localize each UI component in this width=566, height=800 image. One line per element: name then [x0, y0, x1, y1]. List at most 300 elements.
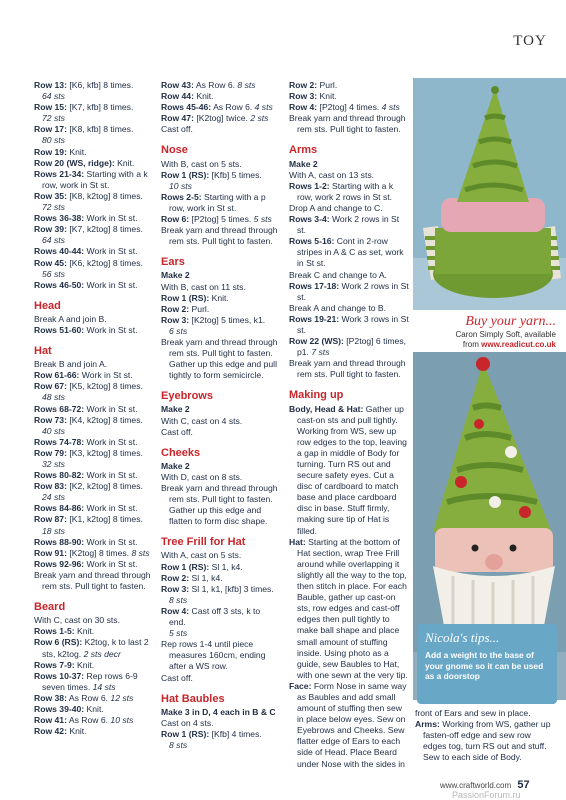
row-label: Row 19: [34, 146, 67, 157]
row-text: Sl 1, k1, [kfb] 3 times. [189, 583, 274, 594]
column-2 [161, 80, 279, 751]
row-text: [K6, kfb] 8 times. [66, 80, 134, 90]
buy-yarn-box [420, 312, 566, 352]
row-label: Row 61-66: [34, 370, 80, 381]
para-text: Form Nose in same way as Baubles and add small amount of stuffing then sew in place below eyes. Sew on Eyebrows and Cheeks. Sew flatter edge of Ears to each side of Head. Place Beard under Nose with the sides in [297, 680, 407, 769]
col2-ears-lines [161, 270, 279, 381]
row-label: Row 17: [34, 124, 67, 135]
stitch-count: 6 sts [169, 325, 188, 336]
row-label: Rows 74-78: [34, 436, 85, 447]
row-text: Cast off. [161, 672, 193, 683]
row-text: Work in St st. [84, 558, 138, 569]
stitch-count: 48 sts [42, 392, 65, 403]
instruction-line [161, 461, 279, 472]
para-label: Hat: [289, 536, 306, 547]
row-text: Break yarn and thread through rem sts. Pull tight to fasten. Gather up this edge and pull tightly to form semicircle. [161, 336, 278, 381]
row-text: [K2, k2tog] 8 times. [66, 481, 143, 492]
row-text: Cast off. [161, 124, 193, 135]
instruction-line [34, 191, 152, 202]
stitch-count: 18 sts [42, 525, 65, 536]
heading-hat: Hat [34, 345, 52, 358]
instruction-line [34, 693, 152, 704]
row-text: Sl 1, k4. [189, 572, 223, 583]
row-label: Row 35: [34, 190, 67, 201]
instruction-line [34, 704, 152, 715]
row-label: Rows 80-82: [34, 470, 85, 481]
para-text: Gather up cast-on sts and pull tightly. Working from WS, sew up row edges to the top, leaving a gap in middle of Body for turning. Turn RS out and secure safety eyes. Cut a disc of cardboard to match base and place cardboard disc in base. Stuff firmly, making sure tip of Hat is filled. [297, 403, 407, 536]
row-text: [Kfb] 5 times. [209, 169, 262, 180]
row-label: Row 1 (RS): [161, 728, 210, 739]
row-label: Row 15: [34, 102, 67, 113]
instruction-line [161, 159, 279, 170]
instruction-line [34, 147, 152, 158]
para-text: Starting at the bottom of Hat section, wrap Tree Frill around while overlapping it slightly all the way to the top, then stitch in place. For each Bauble, gather up cast-on sts, row edges and cast-off edges then pull tightly to make ball shape and place small amount of stuffing inside. Using photo as a guide, sew Baubles to Hat, with one sewn at the very tip. [297, 536, 408, 680]
row-text: [P2tog] 5 times. [189, 214, 254, 225]
instruction-line [161, 707, 279, 718]
instruction-line [161, 427, 279, 438]
row-text: As Row 6. [66, 692, 111, 703]
row-text: Drop A and change to C. [289, 202, 383, 213]
instruction-line [34, 503, 152, 514]
row-text: [K2tog] twice. [193, 113, 251, 124]
row-label: Rows 88-90: [34, 536, 85, 547]
row-label: Make 2 [289, 158, 318, 169]
row-text: [K7, kfb] 8 times. [66, 102, 134, 113]
row-text: Break yarn and thread through rem sts. Pull tight to fasten. [289, 113, 406, 135]
instruction-line [161, 304, 279, 315]
instruction-line [34, 102, 152, 113]
gnome-illustration-top [413, 78, 566, 310]
stitch-count: 32 sts [42, 459, 65, 469]
instruction-line [34, 481, 152, 492]
row-label: Rows 21-34: [34, 168, 85, 179]
instruction-line [161, 639, 279, 672]
instruction-line [289, 80, 409, 91]
heading-hat-baubles: Hat Baubles [161, 692, 225, 705]
instruction-line [161, 102, 279, 113]
row-label: Row 2: [161, 572, 190, 583]
making-up-paragraph [289, 537, 409, 681]
instruction-line [289, 181, 409, 203]
row-text: [K3, k2tog] 8 times. [66, 447, 143, 458]
stitch-count: 8 sts [169, 739, 188, 750]
heading-making-up: Making up [289, 389, 344, 402]
row-text: Knit. [193, 91, 214, 102]
row-text: [K4, k2tog] 8 times. [66, 414, 143, 425]
row-label: Row 6 (RS): [34, 637, 83, 648]
row-text: Knit. [66, 146, 87, 157]
buy-yarn-line1: Caron Simply Soft, available [455, 330, 556, 339]
instruction-line [34, 370, 152, 381]
page-number: 57 [517, 779, 530, 791]
instruction-line [161, 718, 279, 729]
row-label: Row 3: [161, 314, 190, 325]
instruction-line [161, 673, 279, 684]
row-label: Rows 39-40: [34, 703, 85, 714]
stitch-count: 4 sts [254, 102, 273, 113]
instruction-line [34, 124, 152, 135]
para-text: Working from WS, gather up fasten-off edge and sew row edges tog, turn RS out and stuff. Sew to each side of Body. [423, 719, 551, 763]
row-text: Purl. [189, 303, 210, 314]
col2-cheeks-lines [161, 461, 279, 528]
row-text: Work in St st. [84, 436, 138, 447]
making-up-paragraph [289, 404, 409, 537]
row-text: Work in St st. [84, 536, 138, 547]
column-1 [34, 80, 152, 737]
instruction-line [161, 550, 279, 561]
row-text: Work in St st. [84, 403, 138, 414]
instruction-line [161, 91, 279, 102]
row-text: [K2tog] 5 times, k1. [189, 314, 266, 325]
instruction-line [161, 337, 279, 381]
row-text: Break yarn and thread through rem sts. Pull tight to fasten. Gather up this edge and flatten to form disc shape. [161, 483, 278, 527]
row-text: Cont in 2-row stripes in A & C as set, work in St st. [297, 236, 404, 269]
instruction-line [289, 214, 409, 236]
stitch-count: 2 sts decr [83, 648, 121, 659]
instruction-line [161, 472, 279, 483]
stitch-count: 12 sts [110, 692, 134, 703]
row-text: Work 2 rows in St st. [297, 214, 400, 236]
para-label: Face: [289, 680, 312, 691]
instruction-line [34, 448, 152, 459]
row-text: Work 3 rows in St st. [297, 313, 409, 335]
instruction-line [161, 80, 279, 91]
row-label: Row 41: [34, 715, 67, 726]
row-text: Work in St st. [84, 246, 138, 257]
stitch-count: 8 sts [169, 594, 188, 605]
instruction-line [161, 170, 279, 181]
instruction-line [34, 660, 152, 671]
row-text: Break A and change to B. [289, 302, 386, 313]
row-text: Rep rows 6-9 seven times. [42, 670, 138, 692]
instruction-line [161, 225, 279, 247]
tips-title: Nicola's tips... [425, 630, 500, 645]
instruction-line [289, 314, 409, 336]
instruction-line [34, 415, 152, 426]
row-label: Rows 46-50: [34, 279, 85, 290]
instruction-line [34, 715, 152, 726]
heading-head: Head [34, 299, 61, 312]
watermark: PassionForum.ru [452, 790, 521, 800]
row-label: Row 4: [289, 102, 318, 113]
col2-nose-lines [161, 159, 279, 248]
row-label: Rows 40-44: [34, 246, 85, 257]
instruction-line [161, 562, 279, 573]
instruction-line [289, 281, 409, 303]
col1-head-lines [34, 314, 152, 336]
row-text: [K2tog] 8 times. [66, 547, 132, 558]
stitch-count: 72 sts [42, 113, 65, 124]
row-text: Break C and change to A. [289, 269, 387, 280]
instruction-line [34, 314, 152, 325]
tips-text: Add a weight to the base of your gnome so it can be used as a doorstop [425, 650, 544, 681]
row-text: Break yarn and thread through rem sts. Pull tight to fasten. [161, 225, 278, 247]
row-label: Row 2: [289, 80, 318, 90]
row-label: Rows 3-4: [289, 214, 330, 225]
col1-beard-lines [34, 615, 152, 737]
heading-beard: Beard [34, 601, 66, 614]
row-text: With A, cast on 5 sts. [161, 550, 242, 561]
instruction-line [161, 483, 279, 527]
instruction-line [34, 258, 152, 269]
instruction-line [161, 315, 279, 326]
instruction-line [161, 584, 279, 595]
row-label: Row 83: [34, 481, 67, 492]
row-text: As Row 6. [66, 715, 111, 726]
instruction-line [161, 416, 279, 427]
col3-arms-lines [289, 159, 409, 381]
row-text: Work in St st. [79, 370, 133, 381]
row-text: With A, cast on 13 sts. [289, 169, 375, 180]
col4-paras [415, 708, 551, 763]
row-text: Starting with a k row, work 2 rows in St st. [297, 180, 394, 202]
gnome-photo-top [413, 78, 566, 310]
row-label: Make 2 [161, 460, 190, 471]
instruction-line [161, 270, 279, 281]
instruction-line [34, 559, 152, 570]
instruction-line [289, 336, 409, 358]
column-4 [415, 708, 551, 763]
row-label: Rows 1-5: [34, 626, 75, 637]
row-text: Sl 1, k4. [209, 561, 243, 572]
row-text: [P2tog] 6 times, p1. [297, 336, 407, 358]
section-tab-label: TOY [494, 33, 566, 50]
row-text: [K8, k2tog] 8 times. [66, 190, 143, 201]
row-text: As Row 6. [211, 102, 255, 113]
instruction-line [34, 626, 152, 637]
row-text: Knit. [74, 626, 95, 637]
col1-rows-a [34, 80, 152, 291]
para-label: Body, Head & Hat: [289, 403, 364, 414]
row-text: With B, cast on 11 sts. [161, 281, 246, 292]
instruction-line [34, 404, 152, 415]
instruction-line [289, 170, 409, 181]
row-label: Rows 2-5: [161, 191, 202, 202]
instruction-line [289, 203, 409, 214]
row-label: Row 45: [34, 257, 67, 268]
row-text: Break B and join A. [34, 359, 108, 370]
col3-top-lines [289, 80, 409, 135]
row-label: Rows 7-9: [34, 659, 75, 670]
row-text: Work in St st. [84, 470, 138, 481]
row-text: [K7, k2tog] 8 times. [66, 224, 143, 235]
row-label: Row 3: [289, 91, 318, 102]
instruction-line [34, 671, 152, 693]
row-label: Row 44: [161, 91, 194, 102]
col2-frill-lines [161, 550, 279, 683]
para-label: Arms: [415, 719, 440, 730]
row-label: Row 87: [34, 514, 67, 525]
row-label: Rows 51-60: [34, 324, 85, 335]
row-text: [K8, kfb] 8 times. [66, 124, 134, 135]
row-text: Knit. [209, 292, 229, 303]
row-text: [K5, k2tog] 8 times. [66, 381, 143, 392]
row-label: Rows 45-46: [161, 102, 212, 113]
row-label: Rows 17-18: [289, 280, 340, 291]
row-label: Row 47: [161, 113, 194, 124]
stitch-count: 4 sts [381, 102, 400, 113]
row-label: Row 3: [161, 583, 190, 594]
row-text: Work in St st. [84, 213, 138, 224]
instruction-line [161, 729, 279, 740]
stitch-count: 5 sts [169, 628, 188, 639]
stitch-count: 40 sts [42, 425, 65, 436]
instruction-line [289, 303, 409, 314]
buy-yarn-link[interactable]: www.readicut.co.uk [481, 340, 556, 349]
stitch-count: 10 sts [169, 180, 192, 191]
row-label: Row 43: [161, 80, 194, 90]
row-label: Rows 92-96: [34, 558, 85, 569]
instruction-line [161, 113, 279, 124]
row-text: With D, cast on 8 sts. [161, 471, 243, 482]
row-label: Rows 19-21: [289, 313, 340, 324]
instruction-line [289, 358, 409, 380]
section-tab [494, 30, 566, 52]
instruction-line [34, 514, 152, 525]
row-label: Row 1 (RS): [161, 169, 210, 180]
row-text: Rep rows 1-4 until piece measures 160cm, ending after a WS row. [161, 639, 266, 672]
row-text: With B, cast on 5 sts. [161, 158, 242, 169]
stitch-count: 8 sts [237, 80, 256, 90]
row-text: Work in St st. [84, 279, 138, 290]
instruction-line [161, 124, 279, 135]
row-text: Break yarn and thread through rem sts. Pull tight to fasten. [34, 569, 151, 592]
instruction-line [161, 404, 279, 415]
instruction-line [34, 570, 152, 592]
instruction-line [34, 224, 152, 235]
heading-ears: Ears [161, 256, 185, 269]
row-text: Knit. [84, 703, 104, 714]
heading-arms: Arms [289, 144, 318, 157]
row-text: Purl. [317, 80, 338, 90]
row-label: Row 13: [34, 80, 67, 90]
row-label: Rows 36-38: [34, 213, 85, 224]
instruction-line [34, 280, 152, 291]
row-label: Row 1 (RS): [161, 561, 210, 572]
instruction-line [161, 606, 279, 628]
row-text: With C, cast on 4 sts. [161, 415, 243, 426]
stitch-count: 8 sts [131, 547, 150, 558]
heading-cheeks: Cheeks [161, 446, 201, 459]
stitch-count: 72 sts [42, 202, 65, 213]
stitch-count: 64 sts [42, 91, 65, 102]
stitch-count: 7 sts [311, 347, 330, 358]
para-text: front of Ears and sew in place. [415, 708, 531, 718]
stitch-count: 64 sts [42, 235, 65, 246]
footer-url[interactable]: www.craftworld.com [440, 781, 512, 790]
row-label: Row 20 (WS, ridge): [34, 157, 115, 168]
instruction-line [34, 437, 152, 448]
row-label: Row 2: [161, 303, 190, 314]
row-text: Cast on 4 sts. [161, 717, 214, 728]
row-text: As Row 6. [193, 80, 238, 90]
row-text: Starting with a k row, work in St st. [42, 168, 148, 190]
heading-eyebrows: Eyebrows [161, 390, 213, 403]
making-up-paragraph [415, 719, 551, 763]
instruction-line [161, 214, 279, 225]
instruction-line [34, 381, 152, 392]
row-text: Work in St st. [84, 324, 138, 335]
stitch-count: 24 sts [42, 492, 65, 503]
row-label: Make 2 [161, 404, 190, 415]
instruction-line [289, 102, 409, 113]
row-label: Row 67: [34, 381, 67, 392]
stitch-count: 10 sts [110, 715, 134, 726]
instruction-line [34, 213, 152, 224]
stitch-count: 5 sts [253, 214, 272, 225]
row-label: Row 39: [34, 224, 67, 235]
row-label: Row 42: [34, 726, 67, 737]
row-text: [K6, k2tog] 8 times. [66, 257, 143, 268]
instruction-line [161, 293, 279, 304]
instruction-line [34, 726, 152, 737]
row-label: Rows 84-86: [34, 503, 85, 514]
row-label: Row 91: [34, 547, 67, 558]
heading-tree-frill: Tree Frill for Hat [161, 536, 246, 549]
buy-yarn-from: from [462, 340, 482, 349]
row-label: Row 22 (WS): [289, 336, 344, 347]
row-text: Work 2 rows in St st. [297, 280, 409, 302]
instruction-line [161, 282, 279, 293]
instruction-line [34, 615, 152, 626]
col3-making-paras [289, 404, 409, 770]
instruction-line [34, 548, 152, 559]
row-text: Cast off 3 sts, k to end. [169, 605, 261, 628]
instruction-line [34, 359, 152, 370]
row-text: [K1, k2tog] 8 times. [66, 514, 143, 525]
col2-eyebrows-lines [161, 404, 279, 437]
instruction-line [34, 169, 152, 191]
row-text: Knit. [114, 157, 135, 168]
col2-top-lines [161, 80, 279, 135]
instruction-line [289, 236, 409, 269]
column-3 [289, 80, 409, 770]
row-text: Knit. [74, 659, 95, 670]
stitch-count: 56 sts [42, 268, 65, 279]
instruction-line [161, 192, 279, 214]
row-label: Row 38: [34, 692, 67, 703]
stitch-count: 2 sts [250, 113, 269, 124]
row-text: Break A and join B. [34, 313, 107, 324]
row-text: Knit. [317, 91, 337, 102]
row-text: Cast off. [161, 426, 193, 437]
instruction-line [34, 325, 152, 336]
row-label: Row 4: [161, 605, 190, 616]
instruction-line [34, 470, 152, 481]
row-text: K2tog, k to last 2 sts, k2tog. [42, 637, 149, 659]
stitch-count: 80 sts [42, 135, 65, 146]
stitch-count: 14 sts [92, 681, 116, 692]
row-label: Rows 5-16: [289, 236, 335, 247]
instruction-line [289, 159, 409, 170]
row-label: Rows 68-72: [34, 403, 85, 414]
row-text: Work in St st. [84, 503, 138, 514]
tips-box [417, 624, 557, 704]
instruction-line [34, 158, 152, 169]
instruction-line [34, 246, 152, 257]
row-label: Row 79: [34, 447, 67, 458]
row-label: Row 6: [161, 214, 190, 225]
row-label: Row 73: [34, 414, 67, 425]
instruction-line [289, 270, 409, 281]
instruction-line [161, 573, 279, 584]
row-label: Make 3 in D, 4 each in B & C [161, 706, 276, 717]
buy-yarn-title: Buy your yarn... [465, 314, 556, 329]
row-text: Starting with a p row, work in St st. [169, 191, 266, 213]
col1-hat-lines [34, 359, 152, 592]
instruction-line [34, 637, 152, 659]
row-label: Rows 10-37: [34, 670, 85, 681]
